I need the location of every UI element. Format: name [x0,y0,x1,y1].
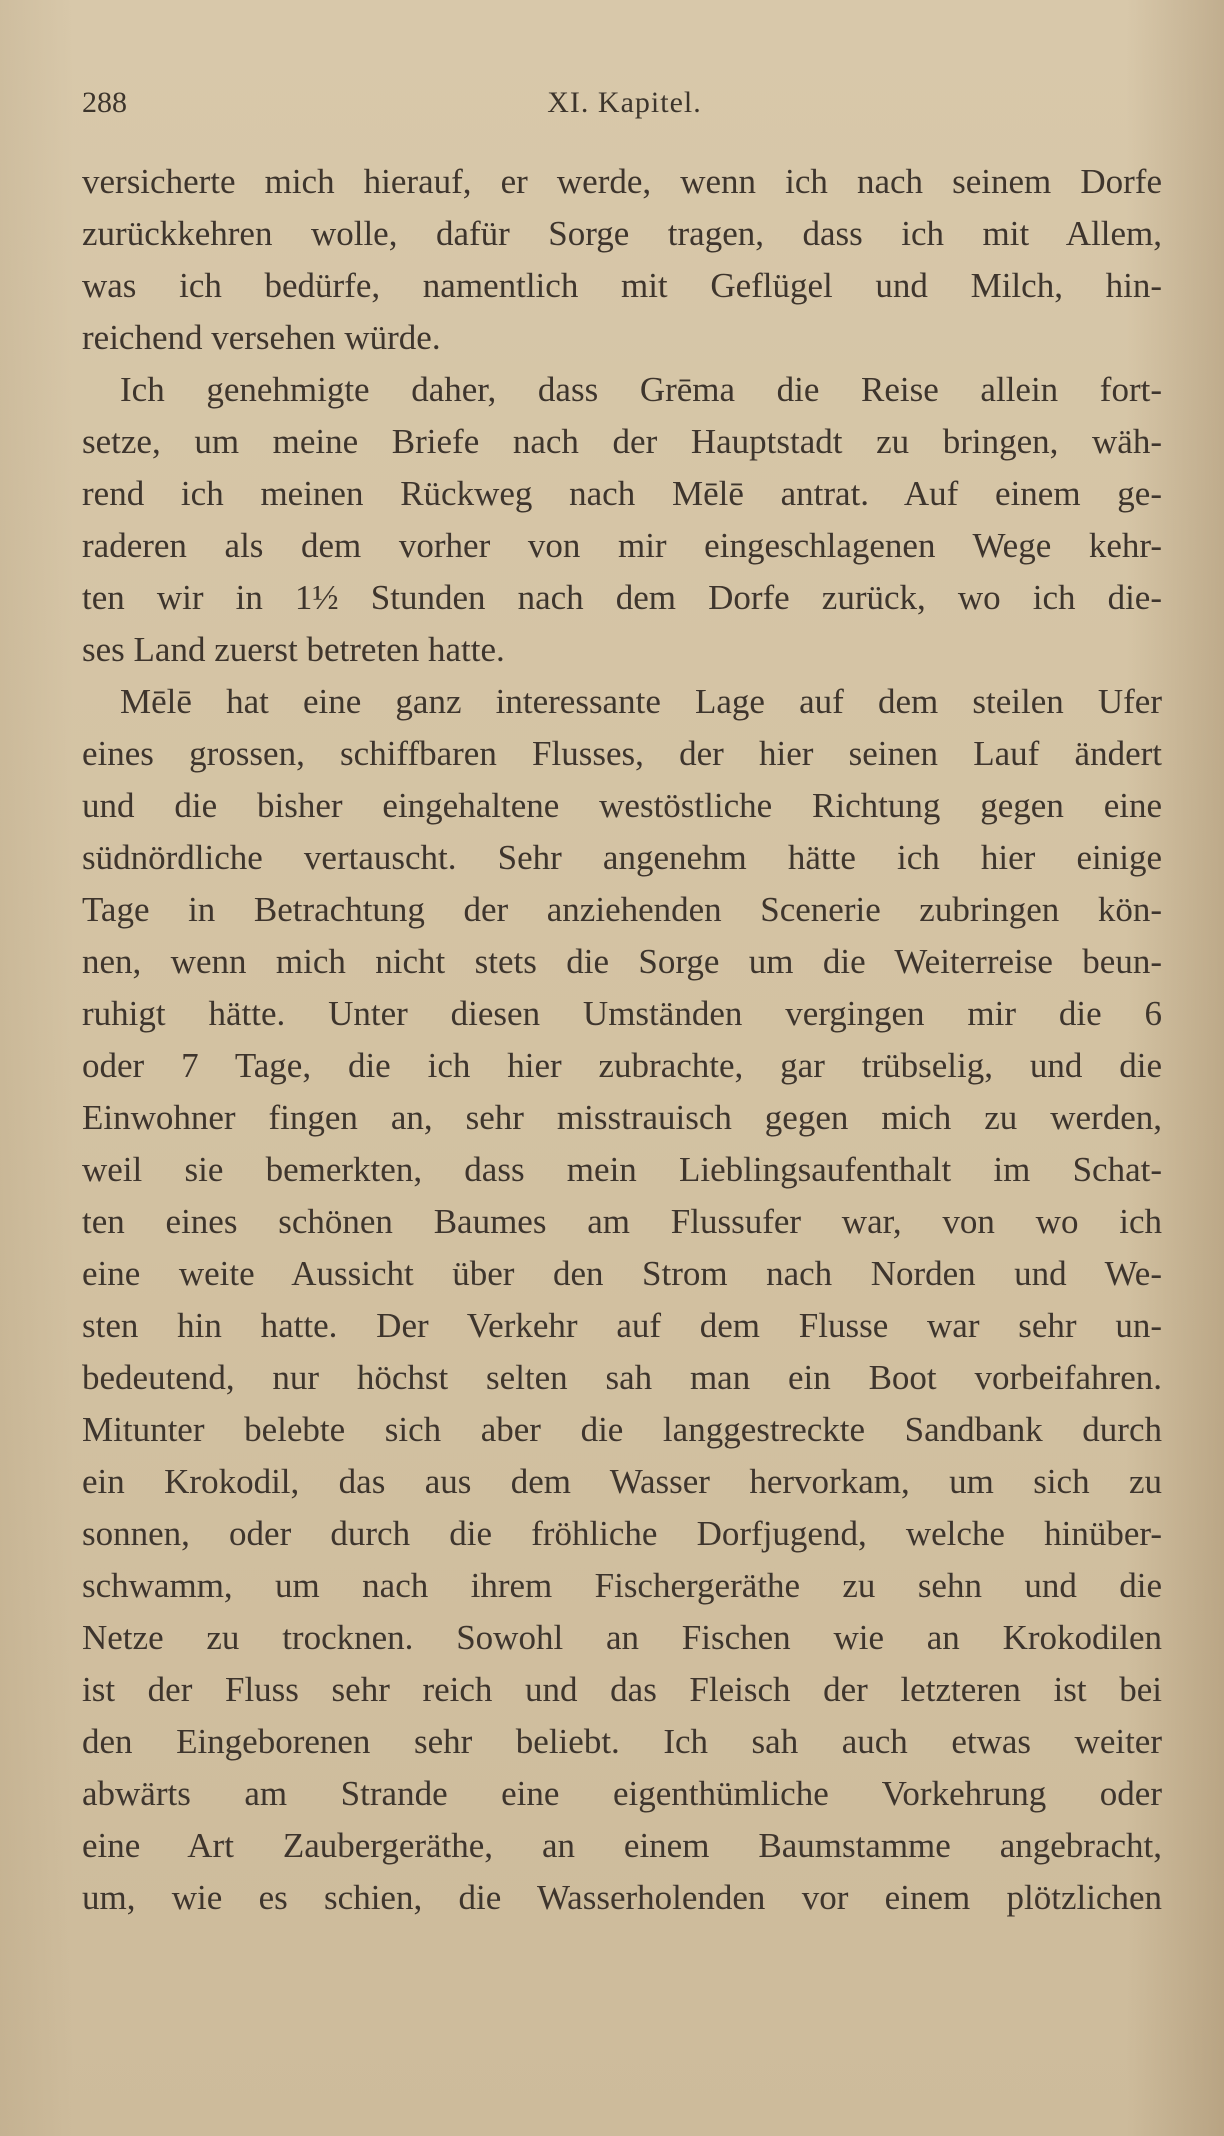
text-line: ses Land zuerst betreten hatte. [82,630,505,669]
text-line: abwärts am Strande eine eigenthümliche Vorkehrung oder [82,1774,1162,1813]
text-line: eines grossen, schiffbaren Flusses, der hier seinen Lauf ändert [82,734,1162,773]
text-line: weil sie bemerkten, dass mein Lieblingsaufenthalt im Schat- [82,1150,1162,1189]
text-line: Netze zu trocknen. Sowohl an Fischen wie an Krokodilen [82,1618,1162,1657]
text-line: ein Krokodil, das aus dem Wasser hervorkam, um sich zu [82,1462,1162,1501]
text-line: Tage in Betrachtung der anziehenden Scenerie zubringen kön- [82,890,1162,929]
text-line: raderen als dem vorher von mir eingeschlagenen Wege kehr- [82,526,1162,565]
text-line: um, wie es schien, die Wasserholenden vor einem plötzlichen [82,1878,1162,1917]
text-line: reichend versehen würde. [82,318,441,357]
running-head: XI. Kapitel. [547,86,702,119]
text-line: Mitunter belebte sich aber die langgestreckte Sandbank durch [82,1410,1162,1449]
text-line: setze, um meine Briefe nach der Hauptstadt zu bringen, wäh- [82,422,1162,461]
text-line: sonnen, oder durch die fröhliche Dorfjugend, welche hinüber- [82,1514,1162,1553]
text-line: ruhigt hätte. Unter diesen Umständen vergingen mir die 6 [82,994,1162,1033]
text-line: nen, wenn mich nicht stets die Sorge um die Weiterreise beun- [82,942,1162,981]
text-line: und die bisher eingehaltene westöstliche Richtung gegen eine [82,786,1162,825]
text-line: ten eines schönen Baumes am Flussufer war, von wo ich [82,1202,1162,1241]
text-line: was ich bedürfe, namentlich mit Geflügel und Milch, hin- [82,266,1162,305]
text-line: ten wir in 1½ Stunden nach dem Dorfe zurück, wo ich die- [82,578,1162,617]
text-line: Einwohner fingen an, sehr misstrauisch gegen mich zu werden, [82,1098,1162,1137]
text-line: den Eingeborenen sehr beliebt. Ich sah auch etwas weiter [82,1722,1162,1761]
text-line: ist der Fluss sehr reich und das Fleisch der letzteren ist bei [82,1670,1162,1709]
text-line: bedeutend, nur höchst selten sah man ein Boot vorbeifahren. [82,1358,1162,1397]
page-number: 288 [82,86,127,119]
text-line: zurückkehren wolle, dafür Sorge tragen, dass ich mit Allem, [82,214,1162,253]
text-line: schwamm, um nach ihrem Fischergeräthe zu sehn und die [82,1566,1162,1605]
body-text [82,156,1162,1924]
text-line: eine Art Zaubergeräthe, an einem Baumstamme angebracht, [82,1826,1162,1865]
page-header [82,86,1167,126]
text-line: versicherte mich hierauf, er werde, wenn ich nach seinem Dorfe [82,162,1162,201]
text-line: rend ich meinen Rückweg nach Mēlē antrat. Auf einem ge- [82,474,1162,513]
paragraph-start-line: Ich genehmigte daher, dass Grēma die Reise allein fort- [120,370,1162,409]
text-line: oder 7 Tage, die ich hier zubrachte, gar trübselig, und die [82,1046,1162,1085]
text-line: eine weite Aussicht über den Strom nach Norden und We- [82,1254,1162,1293]
text-line: sten hin hatte. Der Verkehr auf dem Flusse war sehr un- [82,1306,1162,1345]
text-line: südnördliche vertauscht. Sehr angenehm hätte ich hier einige [82,838,1162,877]
paragraph-start-line: Mēlē hat eine ganz interessante Lage auf dem steilen Ufer [120,682,1162,721]
